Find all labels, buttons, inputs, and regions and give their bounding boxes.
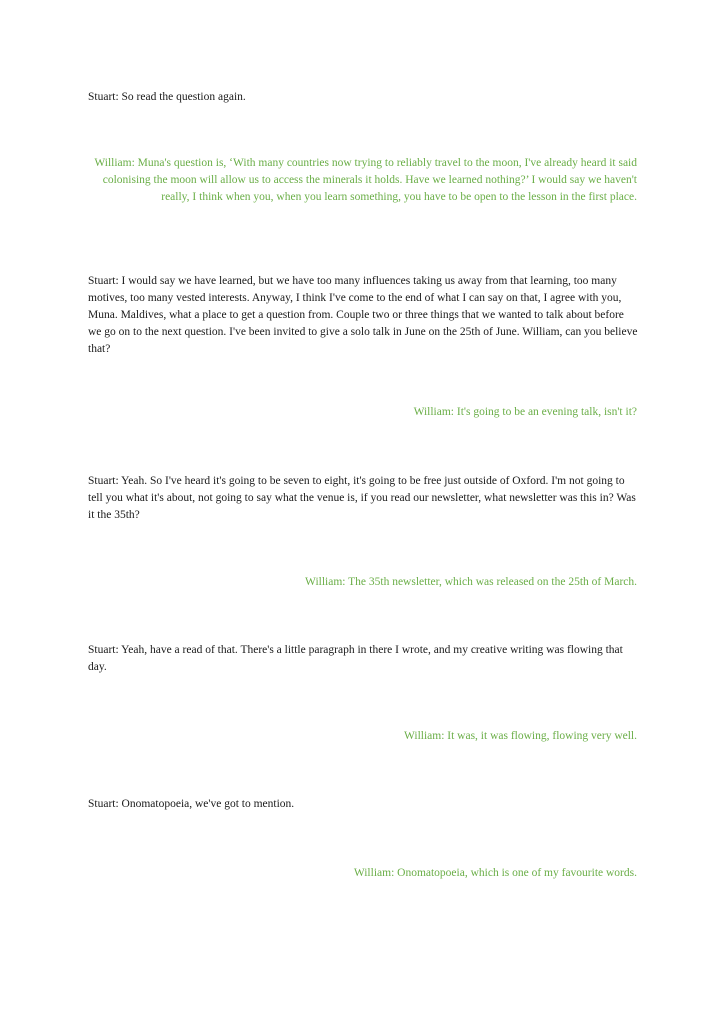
transcript-line-stuart: Stuart: Onomatopoeia, we've got to mention. [88, 798, 295, 810]
transcript-line-william: William: It was, it was flowing, flowing very well. [403, 730, 637, 742]
transcript-line-william: William: Onomatopoeia, which is one of my favourite words. [353, 867, 637, 879]
transcript-line-william: William: The 35th newsletter, which was released on the 25th of March. [305, 576, 637, 588]
transcript-line-stuart: Stuart: I would say we have learned, but we have too many influences taking us away from that learning, too many motives, too many vested interests. Anyway, I think I've come to the end of what I can say on that, I agree with you, Muna. Maldives, what a place to get a question from. Couple two or three things that we wanted to talk about before we go on to the next question. I've been invited to give a solo talk in June on the 25th of June. William, can you believe that? [88, 275, 638, 355]
transcript-line-stuart: Stuart: Yeah, have a read of that. There's a little paragraph in there I wrote, and my creative writing was flowing that day. [88, 644, 623, 673]
transcript-line-stuart: Stuart: Yeah. So I've heard it's going to be seven to eight, it's going to be free just outside of Oxford. I'm not going to tell you what it's about, not going to say what the venue is, if you read our newsletter, what newsletter was this in? Was it the 35th? [88, 475, 636, 521]
transcript-line-william: William: Muna's question is, ‘With many countries now trying to reliably travel to the moon, I've already heard it said colonising the moon will allow us to access the minerals it holds. Have we learned nothing?’ I would say we haven't really, I think when you, when you learn something, you have to be open to the lesson in the first place. [94, 157, 637, 203]
transcript-line-william: William: It's going to be an evening talk, isn't it? [413, 406, 637, 418]
transcript-line-stuart: Stuart: So read the question again. [88, 91, 246, 103]
